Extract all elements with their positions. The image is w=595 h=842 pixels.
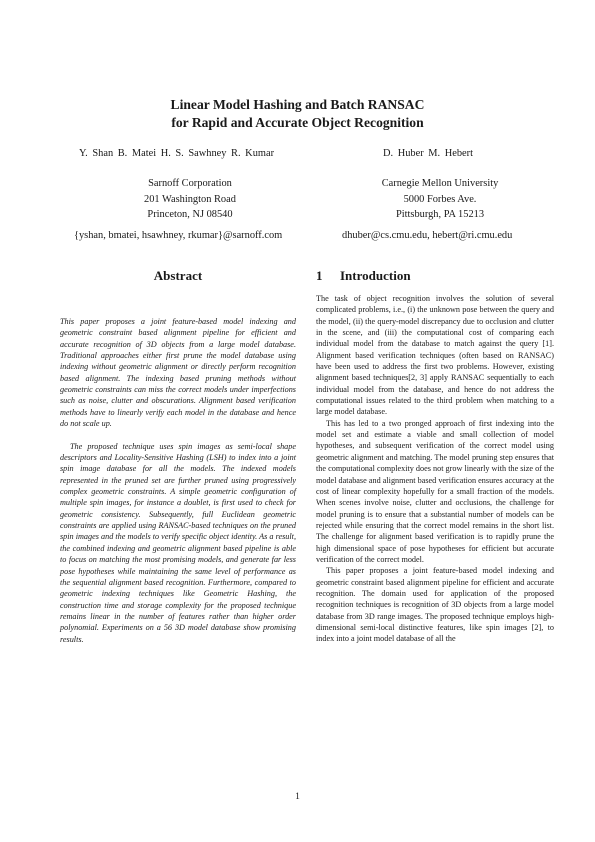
intro-paragraph: This has led to a two pronged approach of first indexing into the model set and estimate a viable and small collection of model hypotheses, and subsequent verification of the correct model using geometric alignment and matching. The model pruning step ensures that the computational complexity does not grow linearly with the size of the model database and alignment based verification ensures accuracy at the cost of linear complexity hopefully for a small fraction of the models. When scenes involve noise, clutter and occlusions, the challenge for model pruning is to ensure that a substantial number of models can be rejected while ensuring that the correct model remains in the short list. The challenge for alignment based verification is to rapidly prune the high dimensional space of pose hypotheses for efficient but accurate verification of the correct model. (316, 418, 554, 564)
section-title: Introduction (340, 268, 411, 283)
email-right: dhuber@cs.cmu.edu, hebert@ri.cmu.edu (342, 230, 513, 241)
intro-paragraph: This paper proposes a joint feature-based model indexing and geometric constraint based alignment pipeline for efficient and accurate recognition. The domain used for application of the proposed recognition techniques is recognition of 3D objects from a large model database from 3D range images. The proposed technique employs high-dimensional semi-local distinctive features, like spin images [2], to index into a joint model database of all the (316, 566, 554, 644)
affiliation-left (100, 176, 280, 223)
affiliation-org: Sarnoff Corporation (148, 178, 232, 189)
title-line-1: Linear Model Hashing and Batch RANSAC (170, 97, 425, 112)
paper-title (0, 96, 595, 132)
affiliation-city: Princeton, NJ 08540 (147, 209, 233, 220)
introduction-heading (316, 268, 411, 284)
affiliation-right (350, 176, 530, 223)
title-line-2: for Rapid and Accurate Object Recognition (171, 115, 424, 130)
abstract-heading: Abstract (153, 268, 203, 283)
introduction-body (316, 293, 554, 645)
section-number: 1 (316, 268, 323, 283)
intro-paragraph: The task of object recognition involves the solution of several complicated problems, i.e., (i) the unknown pose between the query and the model, (ii) the query-model discrepancy due to occlusion and clutter in the scene, and (iii) the computational cost of comparing each individual model from the database to match against the query [1]. Alignment based verification techniques (often based on RANSAC) have been used to address the first two problems. However, existing alignment based techniques[2, 3] apply RANSAC sequentially to each individual model from the database, and hence do not address the computational issues related to the third problem when matching to a large model database. (316, 294, 554, 417)
affiliation-org: Carnegie Mellon University (381, 178, 499, 189)
affiliation-street: 5000 Forbes Ave. (403, 193, 477, 205)
affiliation-street: 201 Washington Road (144, 193, 236, 205)
page-number: 1 (295, 792, 300, 802)
authors-right: D. Huber M. Hebert (383, 148, 473, 159)
abstract-body (60, 316, 296, 645)
email-left: {yshan, bmatei, hsawhney, rkumar}@sarnoff.com (74, 230, 283, 241)
authors-left: Y. Shan B. Matei H. S. Sawhney R. Kumar (79, 148, 275, 159)
abstract-paragraph: This paper proposes a joint feature-based model indexing and geometric constraint based alignment pipeline for efficient and accurate recognition of 3D objects from a large model database. Traditional approaches either first prune the model database using indexing without geometric alignment or directly perform recognition based alignment. The indexing based pruning methods without geometric constraints can miss the correct models under imperfections such as noise, clutter and obscurations. Alignment based verification methods have to linearly verify each model in the database and hence do not scale up. (60, 317, 296, 429)
abstract-paragraph: The proposed technique uses spin images as semi-local shape descriptors and Locality-Sensitive Hashing (LSH) to index into a joint spin image database for all the models. The indexed models represented in the pruned set are further pruned using progressively complex geometric constraints. A simple geometric configuration of multiple spin images, for instance a doublet, is first used to check for geometric consistency. Subsequently, full Euclidean geometric constraints are applied using RANSAC-based techniques on the pruned spin images and the models to verify specific object identity. As a result, the combined indexing and geometric alignment based pipeline is able to focus on matching the most promising models, and generate far less pose hypotheses while maintaining the same level of performance as the sequential alignment based recognition. Furthermore, compared to geometric indexing techniques like Geometric Hashing, the construction time and storage complexity for the proposed technique remains linear in the number of features rather than higher order polynomial. Experiments on a 56 3D model database show promising results. (60, 441, 296, 644)
affiliation-city: Pittsburgh, PA 15213 (395, 209, 485, 220)
